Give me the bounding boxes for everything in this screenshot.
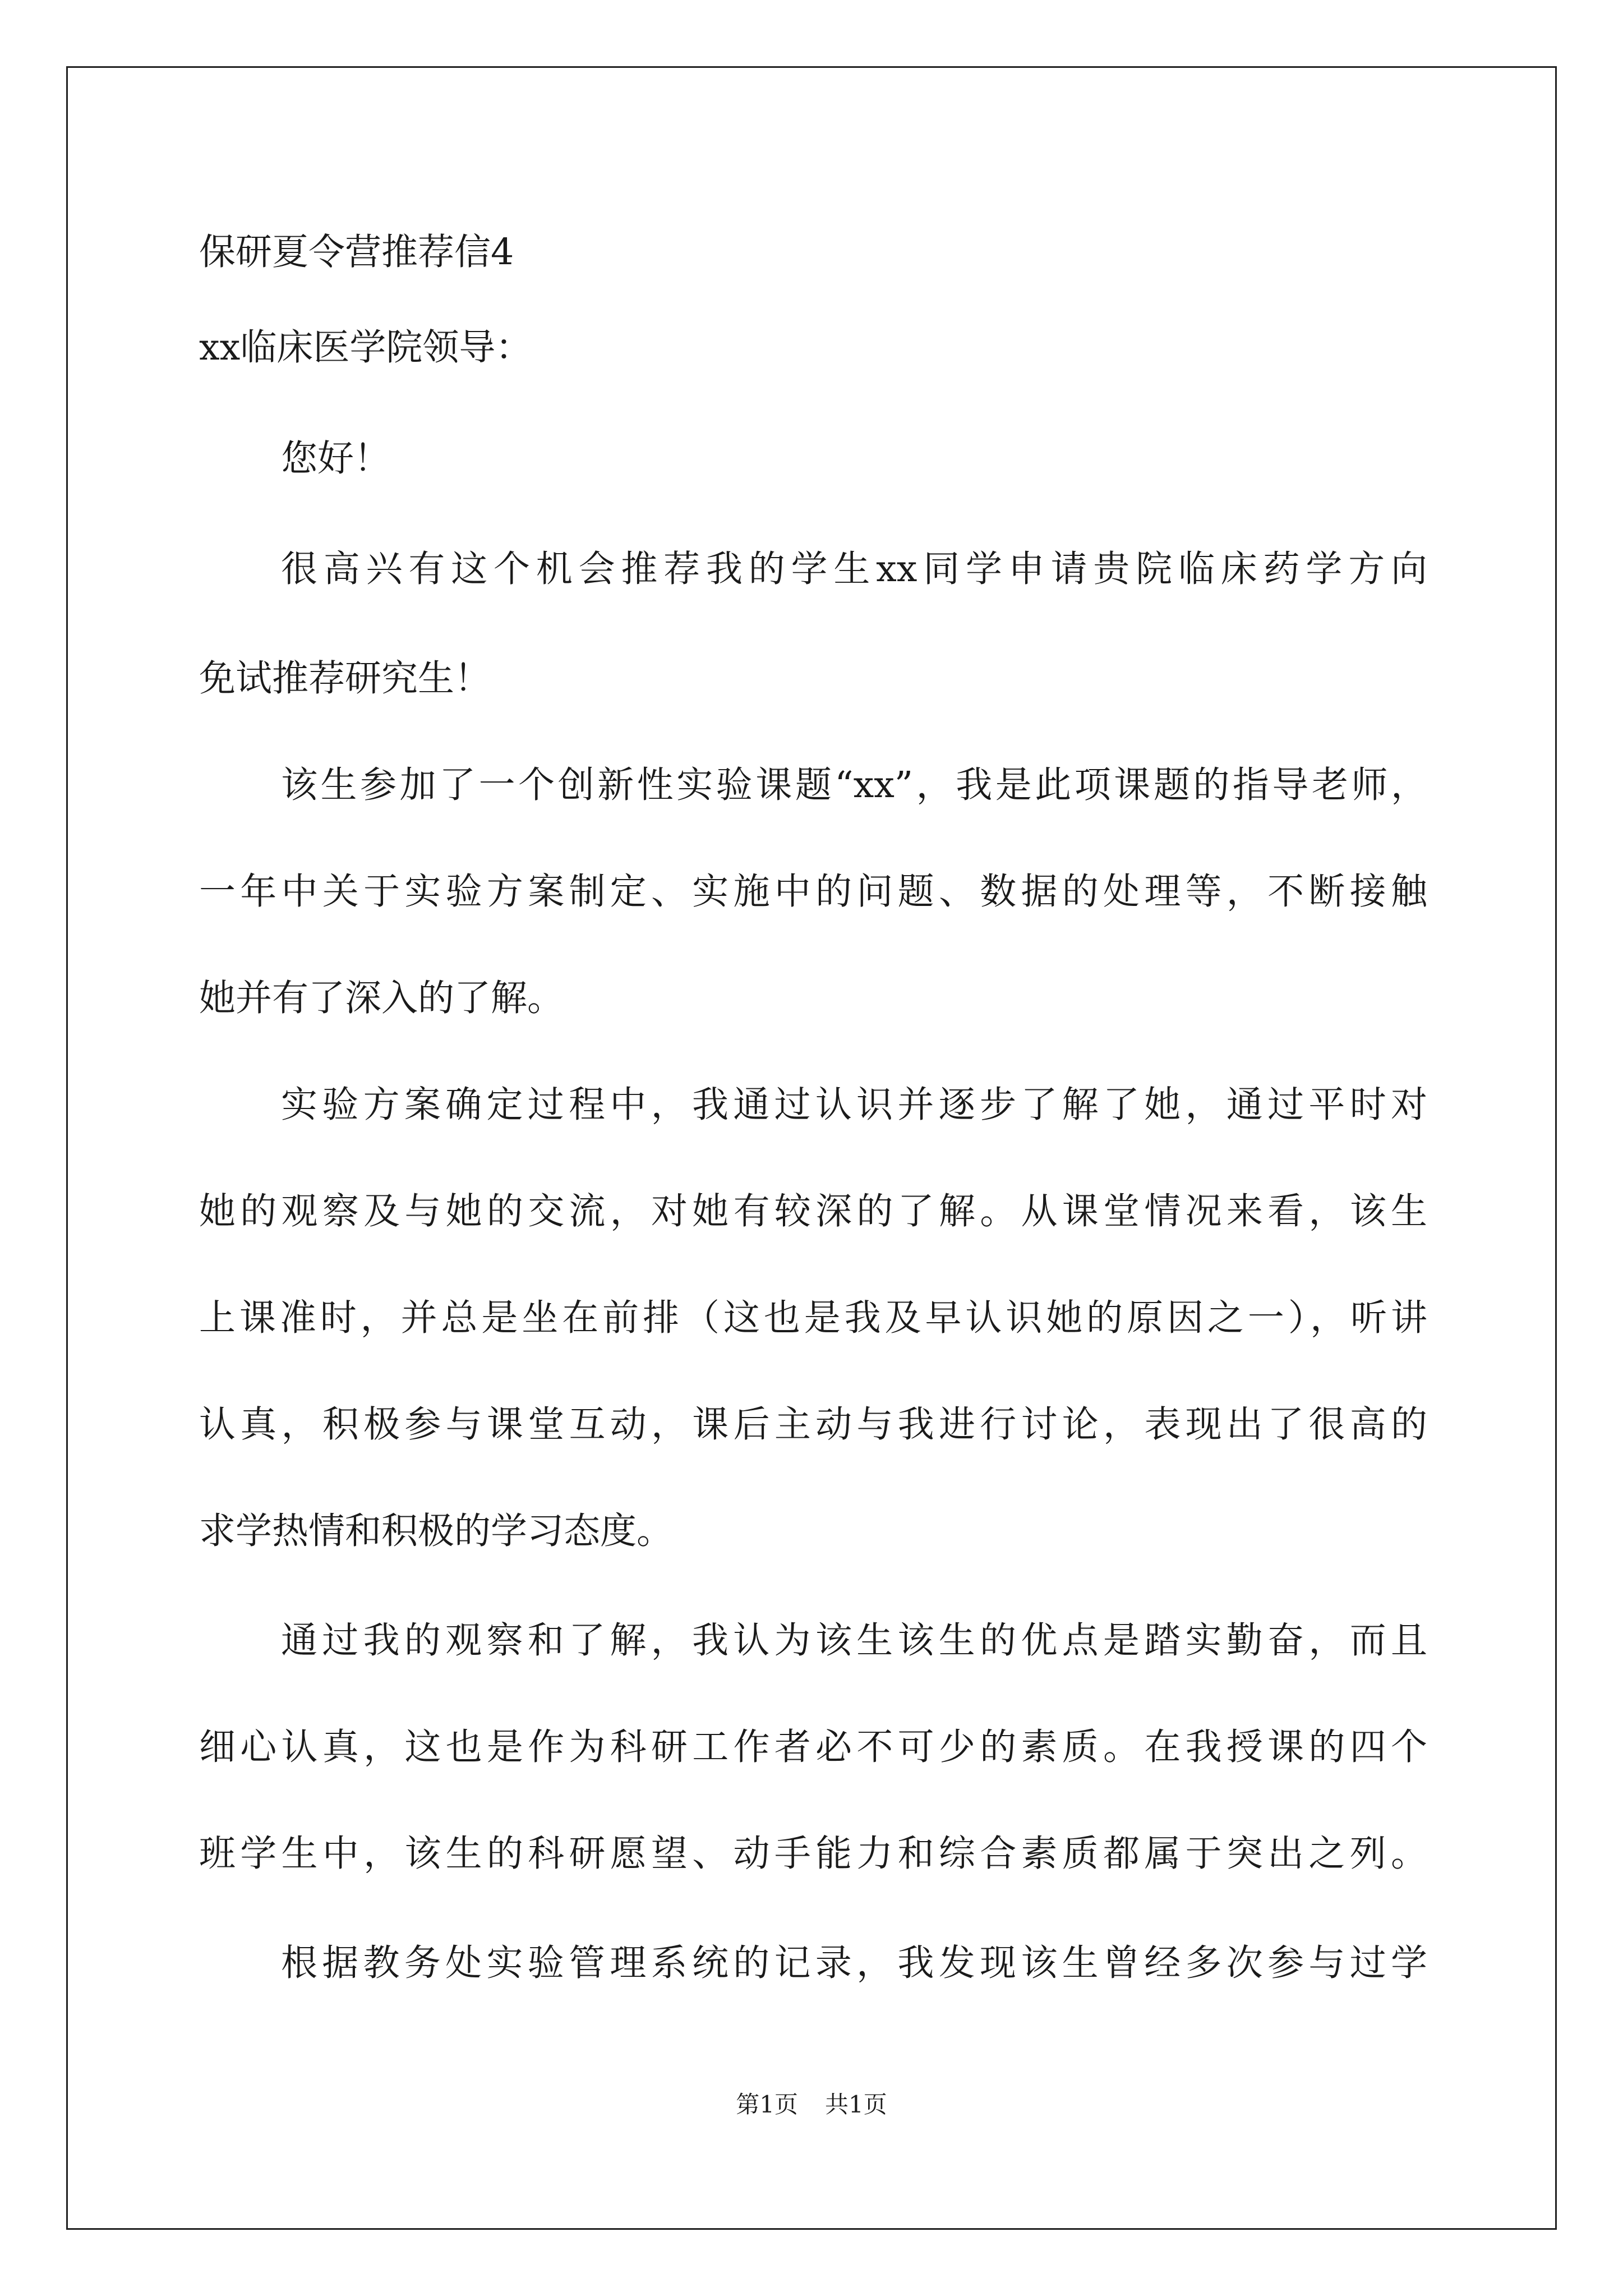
paragraph-line: 根据教务处实验管理系统的记录，我发现该生曾经多次参与过学 [281,1942,1427,1984]
paragraph-line: 班学生中，该生的科研愿望、动手能力和综合素质都属于突出之列。 [199,1833,1427,1875]
page-footer [0,2089,1623,2120]
paragraph-line: 实验方案确定过程中，我通过认识并逐步了解了她，通过平时对 [281,1084,1427,1126]
page-border [66,66,1557,2230]
paragraph-line: 通过我的观察和了解，我认为该生该生的优点是踏实勤奋，而且 [281,1619,1427,1662]
paragraph-line: 求学热情和积极的学习态度。 [199,1510,674,1552]
paragraph-line: 很高兴有这个机会推荐我的学生xx同学申请贵院临床药学方向 [281,548,1427,590]
page-total: 共1页 [825,2091,887,2118]
paragraph-line: 认真，积极参与课堂互动，课后主动与我进行讨论，表现出了很高的 [199,1404,1427,1446]
page-number: 第1页 [736,2091,798,2118]
paragraph-line: 该生参加了一个创新性实验课题“xx”，我是此项课题的指导老师， [281,764,1427,806]
paragraph-line: 一年中关于实验方案制定、实施中的问题、数据的处理等，不断接触 [199,871,1427,913]
paragraph-line: 上课准时，并总是坐在前排（这也是我及早认识她的原因之一），听讲 [199,1297,1427,1339]
document-title: 保研夏令营推荐信4 [199,231,514,273]
paragraph-line: 细心认真，这也是作为科研工作者必不可少的素质。在我授课的四个 [199,1726,1427,1768]
greeting: 您好！ [281,438,391,480]
paragraph-line: 免试推荐研究生！ [199,657,491,700]
paragraph-line: 她的观察及与她的交流，对她有较深的了解。从课堂情况来看，该生 [199,1190,1427,1232]
salutation: xx临床医学院领导： [199,326,532,369]
paragraph-line: 她并有了深入的了解。 [199,977,564,1019]
